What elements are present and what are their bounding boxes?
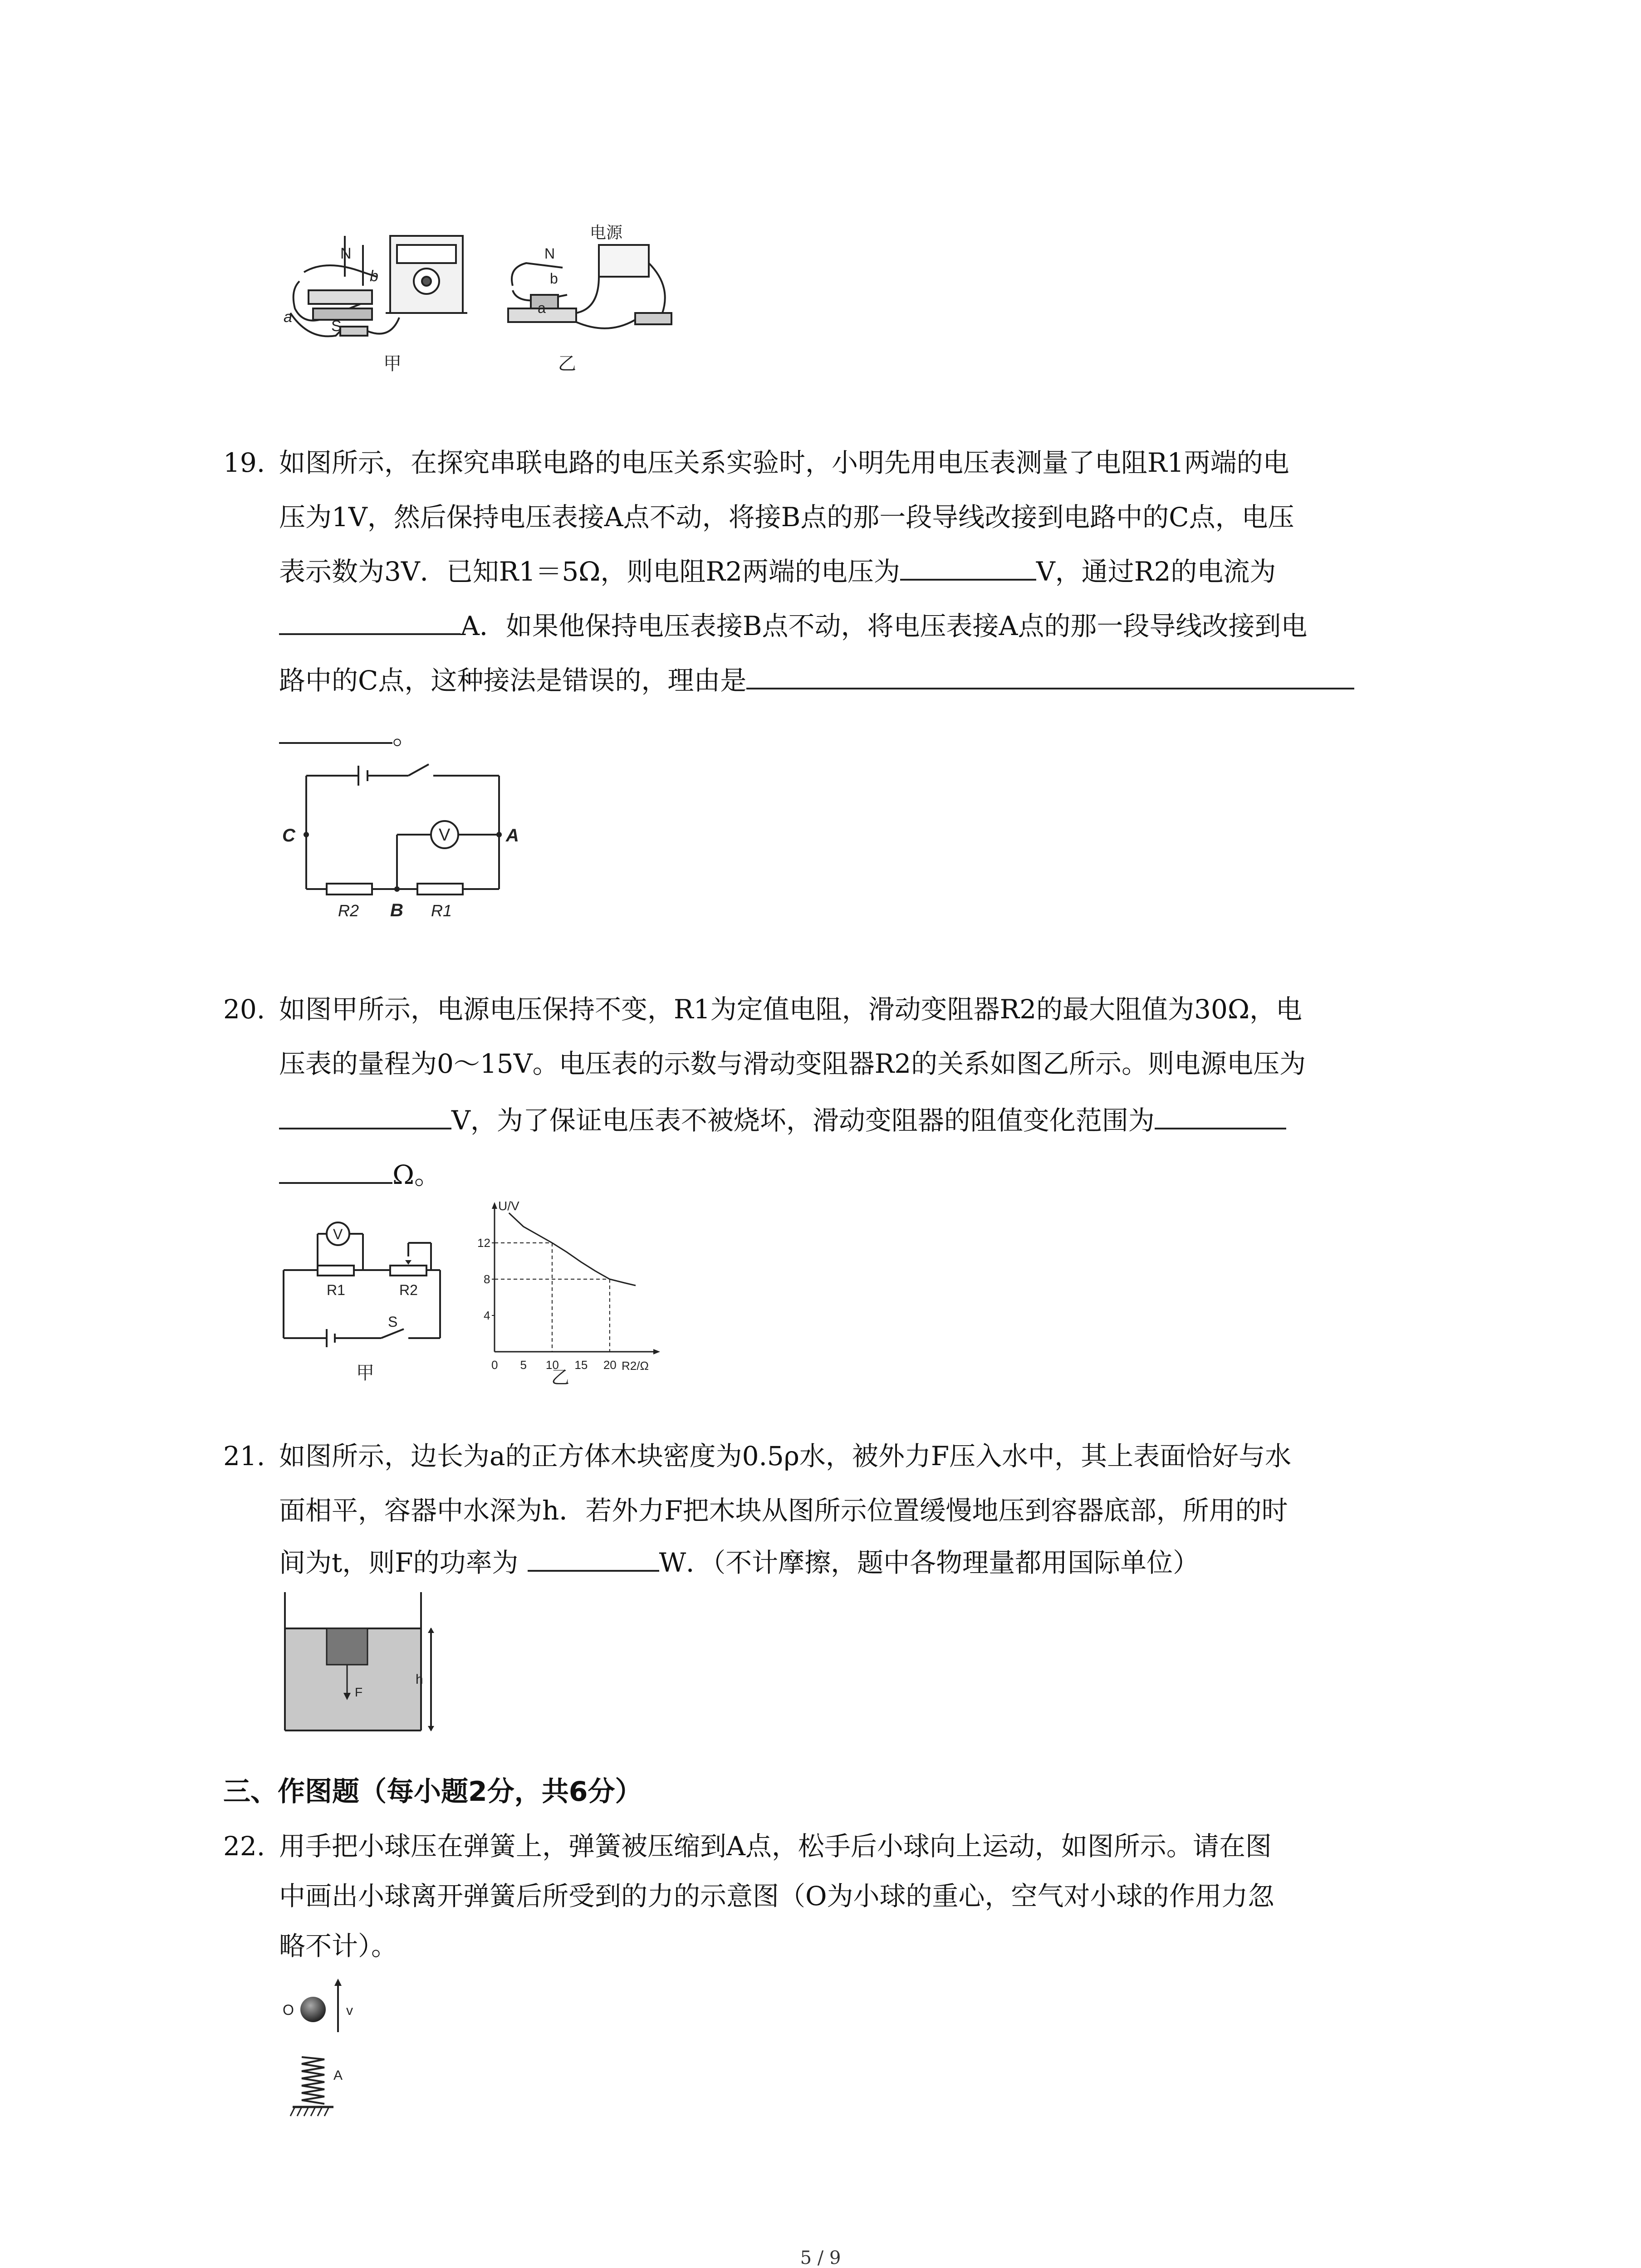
q19-blank-reason[interactable]	[746, 662, 1354, 689]
q22-number: 22.	[223, 1831, 265, 1862]
y-tick-label: 8	[484, 1272, 490, 1286]
q19-line4	[279, 608, 1307, 642]
q19-r2-label: R2	[338, 901, 359, 920]
y-tick-label: 12	[477, 1236, 490, 1250]
q21-blank-power[interactable]	[528, 1545, 659, 1572]
q22-line2: 中画出小球离开弹簧后所受到的力的示意图（O为小球的重心，空气对小球的作用力忽	[279, 1881, 1274, 1911]
q22-line3: 略不计）。	[279, 1931, 398, 1961]
q21-figure	[277, 1588, 445, 1737]
yi-a-label: a	[538, 300, 546, 316]
q21-h-label: h	[416, 1672, 423, 1687]
q20-line3-text: V，为了保证电压表不被烧坏，滑动变阻器的阻值变化范围为	[451, 1105, 1155, 1136]
q21-line2: 面相平，容器中水深为h．若外力F把木块从图所示位置缓慢地压到容器底部，所用的时	[279, 1495, 1288, 1526]
jia-n-label: N	[340, 245, 352, 262]
x-tick-label: 0	[491, 1358, 498, 1372]
q20-line1: 如图甲所示，电源电压保持不变，R1为定值电阻，滑动变阻器R2的最大阻值为30Ω，电	[279, 994, 1303, 1025]
jia-a-label: a	[284, 308, 292, 326]
q20-s-label: S	[388, 1314, 398, 1330]
x-tick-label: 20	[603, 1358, 617, 1372]
x-axis-arrow	[653, 1349, 660, 1354]
jia-setup	[290, 236, 467, 336]
series-line	[509, 1213, 636, 1286]
q21-f-label: F	[355, 1685, 363, 1699]
q20-line3	[279, 1102, 1286, 1136]
jia-b-label: b	[370, 268, 378, 285]
x-axis-label: R2/Ω	[622, 1359, 649, 1373]
q19-blank-u2[interactable]	[900, 553, 1036, 581]
q20-circuit-caption: 甲	[356, 1363, 374, 1383]
q19-line3-tail: V，通过R2的电流为	[1036, 556, 1276, 587]
q21-line1: 如图所示，边长为a的正方体木块密度为0.5ρ水，被外力F压入水中，其上表面恰好与水	[279, 1441, 1292, 1471]
q19-c-label: C	[282, 826, 295, 846]
q21-line3	[279, 1545, 1199, 1579]
y-tick-label: 4	[484, 1309, 490, 1322]
q21-number: 21.	[223, 1441, 265, 1471]
x-tick-label: 15	[574, 1358, 588, 1372]
q20-v-label: V	[333, 1226, 343, 1242]
q19-v-label: V	[439, 826, 451, 845]
q19-r1-label: R1	[431, 901, 452, 920]
q20-r1-label: R1	[327, 1282, 345, 1298]
q20-number: 20.	[223, 994, 265, 1025]
q19-circuit	[277, 753, 531, 934]
yi-setup	[508, 245, 671, 328]
q19-line1: 如图所示，在探究串联电路的电压关系实验时，小明先用电压表测量了电阻R1两端的电	[279, 447, 1289, 478]
x-tick-label: 10	[545, 1358, 559, 1372]
q20-line4-text: Ω。	[392, 1159, 441, 1190]
jia-s-label: S	[331, 318, 342, 335]
q22-line1: 用手把小球压在弹簧上，弹簧被压缩到A点，松手后小球向上运动，如图所示。请在图	[279, 1831, 1272, 1862]
q20-blank-voltage[interactable]	[279, 1102, 451, 1129]
q20-circuit	[277, 1207, 467, 1388]
page-number: 5 / 9	[800, 2248, 841, 2268]
q19-line4-text: A．如果他保持电压表接B点不动，将电压表接A点的那一段导线改接到电	[460, 611, 1308, 641]
section-3-title: 三、作图题（每小题2分，共6分）	[223, 1776, 642, 1808]
ball	[300, 1997, 326, 2022]
q19-line6	[279, 717, 419, 751]
q20-line2: 压表的量程为0～15V。电压表的示数与滑动变阻器R2的关系如图乙所示。则电源电压为	[279, 1048, 1306, 1079]
graph-caption: 乙	[551, 1368, 569, 1388]
q19-line5	[279, 662, 1354, 696]
q19-b-label: B	[390, 900, 403, 920]
q19-line5-text: 路中的C点，这种接法是错误的，理由是	[279, 665, 747, 696]
q20-line4	[279, 1157, 441, 1191]
q19-blank-reason-cont[interactable]	[279, 717, 392, 744]
q19-blank-i2[interactable]	[279, 608, 460, 635]
spring	[302, 2057, 324, 2104]
q22-o-label: O	[283, 2002, 294, 2018]
q21-line3-text: 间为t，则F的功率为	[279, 1547, 519, 1578]
x-tick-label: 5	[520, 1358, 527, 1372]
q19-line2: 压为1V，然后保持电压表接A点不动，将接B点的那一段导线改接到电路中的C点，电压	[279, 502, 1294, 533]
q20-graph	[472, 1198, 681, 1393]
q20-blank-range-cont[interactable]	[279, 1157, 392, 1184]
q20-r2-label: R2	[399, 1282, 418, 1298]
q22-figure	[279, 1978, 383, 2141]
q22-a-label: A	[333, 2068, 343, 2083]
yi-b-label: b	[550, 270, 558, 287]
yi-caption: 乙	[558, 354, 576, 374]
y-axis-arrow	[492, 1202, 497, 1209]
q19-line6-text: 。	[392, 719, 419, 750]
q18-figure	[272, 218, 681, 390]
q20-blank-range[interactable]	[1155, 1102, 1286, 1129]
q19-a-label: A	[506, 826, 519, 846]
q19-line3-text: 表示数为3V．已知R1＝5Ω，则电阻R2两端的电压为	[279, 556, 900, 587]
yi-n-label: N	[544, 245, 555, 262]
q19-line3	[279, 553, 1276, 587]
q22-v-label: v	[346, 2003, 353, 2018]
jia-caption: 甲	[383, 354, 402, 374]
q19-number: 19.	[223, 447, 265, 478]
y-axis-label: U/V	[498, 1199, 519, 1213]
q21-line3-tail: W．（不计摩擦，题中各物理量都用国际单位）	[659, 1547, 1200, 1578]
yi-power-label: 电源	[590, 223, 623, 242]
